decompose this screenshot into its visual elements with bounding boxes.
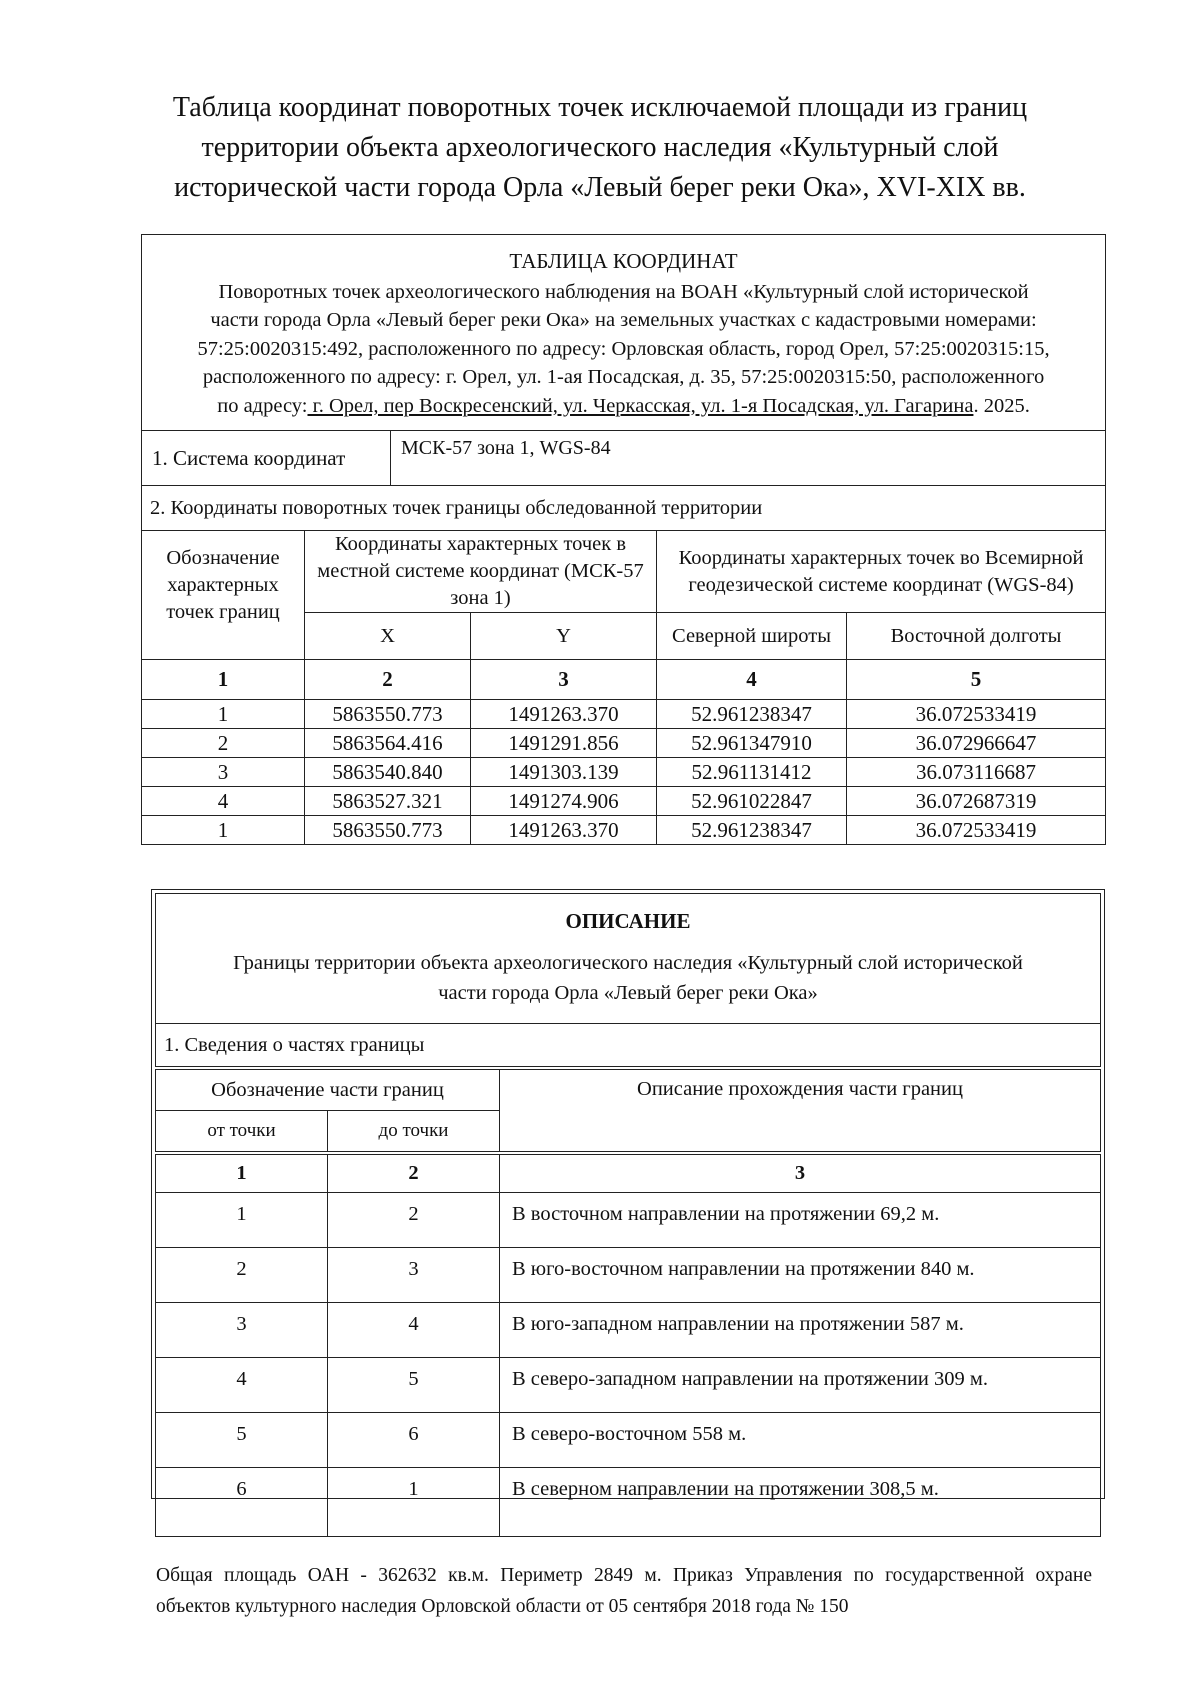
- coord-system-label: 1. Система координат: [142, 431, 391, 486]
- from-point: 5: [156, 1413, 328, 1468]
- to-point: 2: [328, 1193, 500, 1248]
- to-point: 5: [328, 1358, 500, 1413]
- to-point: 6: [328, 1413, 500, 1468]
- col-parts-header: Обозначение части границ: [156, 1068, 500, 1111]
- coord-y: 1491263.370: [471, 700, 657, 729]
- coord-x: 5863550.773: [305, 700, 471, 729]
- coord-x: 5863564.416: [305, 729, 471, 758]
- col-east-header: Восточной долготы: [847, 613, 1106, 660]
- col-number: 2: [328, 1153, 500, 1193]
- col-world-header: Координаты характерных точек во Всемирной геодезической системе координат (WGS-84): [657, 531, 1106, 613]
- latitude: 52.961022847: [657, 787, 847, 816]
- coord-intro-line-last: [156, 392, 1091, 421]
- longitude: 36.072533419: [847, 700, 1106, 729]
- col-number: 3: [471, 660, 657, 700]
- coord-table-header: [142, 235, 1106, 431]
- column-number-row: [142, 660, 1106, 700]
- point-id: 4: [142, 787, 305, 816]
- col-desc-header: Описание прохождения части границ: [500, 1068, 1101, 1153]
- table-row: [142, 729, 1106, 758]
- footer-line-2: объектов культурного наследия Орловской области от 05 сентября 2018 года № 150: [156, 1596, 849, 1617]
- description-table: [155, 893, 1101, 1537]
- section-1-label: 1. Сведения о частях границы: [156, 1024, 1101, 1069]
- longitude: 36.072687319: [847, 787, 1106, 816]
- segment-description: В юго-восточном направлении на протяжении 840 м.: [500, 1248, 1101, 1303]
- col-number: 1: [156, 1153, 328, 1193]
- col-y-header: Y: [471, 613, 657, 660]
- coord-intro-line: части города Орла «Левый берег реки Ока» на земельных участках с кадастровыми номерами:: [210, 309, 1037, 331]
- table-row: [156, 1248, 1101, 1303]
- table-row: [156, 1358, 1101, 1413]
- latitude: 52.961238347: [657, 700, 847, 729]
- to-point: 1: [328, 1468, 500, 1537]
- table-row: [156, 1193, 1101, 1248]
- latitude: 52.961347910: [657, 729, 847, 758]
- coord-x: 5863527.321: [305, 787, 471, 816]
- intro-suffix: . 2025.: [973, 394, 1030, 417]
- coord-system-value: МСК-57 зона 1, WGS-84: [391, 431, 1106, 486]
- from-point: 2: [156, 1248, 328, 1303]
- coord-y: 1491274.906: [471, 787, 657, 816]
- col-local-header: Координаты характерных точек в местной системе координат (МСК-57 зона 1): [305, 531, 657, 613]
- column-number-row: [156, 1153, 1101, 1193]
- col-number: 1: [142, 660, 305, 700]
- longitude: 36.072966647: [847, 729, 1106, 758]
- coord-x: 5863540.840: [305, 758, 471, 787]
- title-line-1: Таблица координат поворотных точек исключаемой площади из границ: [172, 92, 1028, 123]
- segment-description: В северном направлении на протяжении 308,5 м.: [500, 1468, 1101, 1537]
- col-number: 4: [657, 660, 847, 700]
- coord-table-heading: ТАБЛИЦА КООРДИНАТ: [509, 249, 738, 273]
- table-row: [156, 1303, 1101, 1358]
- to-point: 3: [328, 1248, 500, 1303]
- segment-description: В юго-западном направлении на протяжении 587 м.: [500, 1303, 1101, 1358]
- intro-prefix: по адресу:: [217, 394, 308, 417]
- longitude: 36.072533419: [847, 816, 1106, 845]
- from-point: 1: [156, 1193, 328, 1248]
- from-point: 6: [156, 1468, 328, 1537]
- segment-description: В восточном направлении на протяжении 69,2 м.: [500, 1193, 1101, 1248]
- col-number: 3: [500, 1153, 1101, 1193]
- coord-y: 1491263.370: [471, 816, 657, 845]
- col-number: 5: [847, 660, 1106, 700]
- col-from-header: от точки: [156, 1111, 328, 1154]
- point-id: 1: [142, 816, 305, 845]
- title-line-2: территории объекта археологического наследия «Культурный слой: [201, 132, 999, 163]
- coord-x: 5863550.773: [305, 816, 471, 845]
- coordinates-table: [141, 234, 1106, 845]
- latitude: 52.961131412: [657, 758, 847, 787]
- longitude: 36.073116687: [847, 758, 1106, 787]
- from-point: 4: [156, 1358, 328, 1413]
- coord-intro-line: расположенного по адресу: г. Орел, ул. 1-ая Посадская, д. 35, 57:25:0020315:50, расположенного: [202, 366, 1045, 388]
- point-id: 3: [142, 758, 305, 787]
- intro-underlined-address: г. Орел, пер Воскресенский, ул. Черкасская, ул. 1-я Посадская, ул. Гагарина: [307, 394, 974, 417]
- to-point: 4: [328, 1303, 500, 1358]
- point-id: 1: [142, 700, 305, 729]
- table-row: [142, 700, 1106, 729]
- footer-line-1: Общая площадь ОАН - 362632 кв.м. Периметр 2849 м. Приказ Управления по государственной охране: [156, 1565, 1092, 1586]
- table-row: [142, 758, 1106, 787]
- col-designation-header: Обозначение характерных точек границ: [142, 531, 305, 660]
- description-subtitle-line: Границы территории объекта археологического наследия «Культурный слой исторической: [233, 952, 1023, 974]
- description-header: [156, 894, 1101, 1024]
- page-title: [150, 88, 1050, 208]
- col-north-header: Северной широты: [657, 613, 847, 660]
- table-row: [156, 1468, 1101, 1537]
- footer-note: [156, 1560, 1092, 1622]
- description-heading: ОПИСАНИЕ: [565, 909, 691, 933]
- segment-description: В северо-восточном 558 м.: [500, 1413, 1101, 1468]
- coord-y: 1491303.139: [471, 758, 657, 787]
- coord-intro-line: Поворотных точек археологического наблюдения на ВОАН «Культурный слой исторической: [218, 280, 1029, 303]
- title-line-3: исторической части города Орла «Левый берег реки Ока», XVI-XIX вв.: [174, 172, 1026, 203]
- table-row: [156, 1413, 1101, 1468]
- coord-y: 1491291.856: [471, 729, 657, 758]
- col-number: 2: [305, 660, 471, 700]
- table-row: [142, 787, 1106, 816]
- from-point: 3: [156, 1303, 328, 1358]
- col-to-header: до точки: [328, 1111, 500, 1154]
- description-table-frame: [151, 889, 1105, 1499]
- table-row: [142, 816, 1106, 845]
- point-id: 2: [142, 729, 305, 758]
- description-subtitle-line: части города Орла «Левый берег реки Ока»: [438, 982, 818, 1004]
- col-x-header: X: [305, 613, 471, 660]
- section-2-label: 2. Координаты поворотных точек границы обследованной территории: [142, 486, 1106, 531]
- latitude: 52.961238347: [657, 816, 847, 845]
- segment-description: В северо-западном направлении на протяжении 309 м.: [500, 1358, 1101, 1413]
- coord-intro-line: 57:25:0020315:492, расположенного по адресу: Орловская область, город Орел, 57:25:0020315:15,: [197, 337, 1050, 360]
